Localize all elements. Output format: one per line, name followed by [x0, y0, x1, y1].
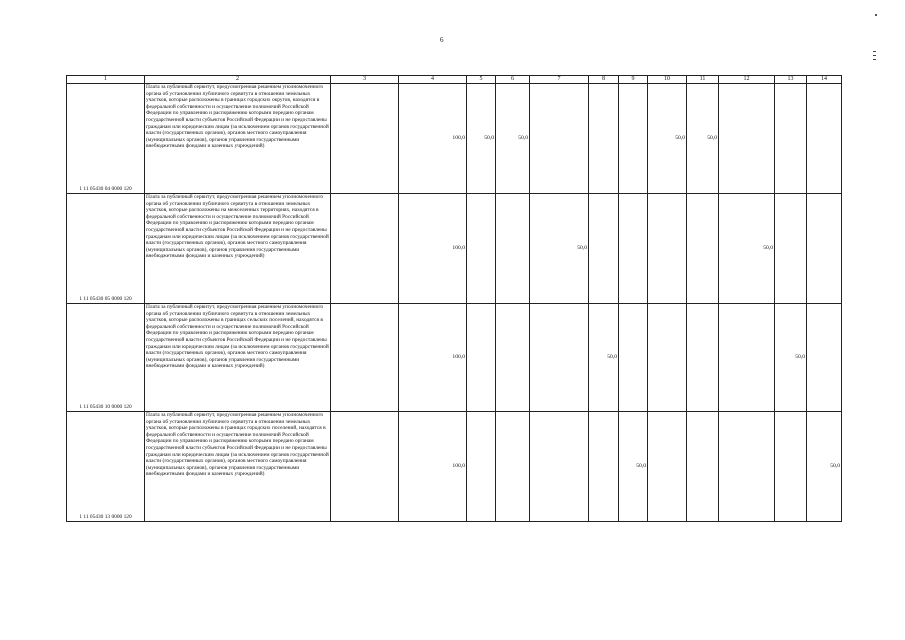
header-row [67, 76, 842, 84]
value-cell [496, 304, 530, 412]
value-cell [719, 84, 775, 194]
budget-classification-table [66, 75, 842, 522]
column-header: 13 [775, 76, 807, 84]
value-cell: 50,0 [530, 194, 589, 304]
value-cell [807, 194, 842, 304]
value-cell: 50,0 [807, 412, 842, 522]
value-cell [807, 304, 842, 412]
value-cell: 100,0 [399, 194, 467, 304]
value-cell [496, 412, 530, 522]
column-header: 11 [687, 76, 719, 84]
description-cell: Плата за публичный сервитут, предусмотренная решением уполномоченного органа об установлении публичного сервитута в отношении земельных участков, которые расположены в границах городских округов, находятся в федеральной собственности и осуществление полномочий Российской Федерации по управлению и распоряжению которыми передано органам государственной власти субъектов Российской Федерации и не предоставлены гражданам или юридическим лицам (за исключением органов государственной власти (государственных органов), органов местного самоуправления (муниципальных органов), органов управления государственными внебюджетными фондами и казенных учреждений) [145, 84, 331, 194]
value-cell [775, 194, 807, 304]
description-cell: Плата за публичный сервитут, предусмотренная решением уполномоченного органа об установлении публичного сервитута в отношении земельных участков, которые расположены в границах городских поселений, находятся в федеральной собственности и осуществление полномочий Российской Федерации по управлению и распоряжению которыми передано органам государственной власти субъектов Российской Федерации и не предоставлены гражданам или юридическим лицам (за исключением органов государственной власти (государственных органов), органов местного самоуправления (муниципальных органов), органов управления государственными внебюджетными фондами и казенных учреждений) [145, 412, 331, 522]
value-cell: 50,0 [719, 194, 775, 304]
table-row [67, 84, 842, 194]
table-row [67, 412, 842, 522]
value-cell [687, 194, 719, 304]
table-row [67, 304, 842, 412]
value-cell [619, 194, 648, 304]
value-cell: 100,0 [399, 304, 467, 412]
column-header: 14 [807, 76, 842, 84]
value-cell [467, 194, 496, 304]
value-cell [648, 194, 687, 304]
value-cell: 50,0 [496, 84, 530, 194]
value-cell [530, 84, 589, 194]
column-header: 9 [619, 76, 648, 84]
value-cell: 50,0 [775, 304, 807, 412]
value-cell [648, 412, 687, 522]
value-cell [467, 412, 496, 522]
column-header: 5 [467, 76, 496, 84]
value-cell [530, 412, 589, 522]
value-cell [467, 304, 496, 412]
value-cell [619, 84, 648, 194]
value-cell [775, 412, 807, 522]
value-cell: 50,0 [648, 84, 687, 194]
kbk-code-cell: 1 11 05430 04 0000 120 [67, 84, 145, 194]
value-cell [331, 304, 399, 412]
kbk-code-cell: 1 11 05430 10 0000 120 [67, 304, 145, 412]
margin-mark [873, 48, 877, 70]
column-header: 1 [67, 76, 145, 84]
value-cell [496, 194, 530, 304]
value-cell [589, 412, 619, 522]
scan-dot [875, 14, 877, 16]
value-cell: 100,0 [399, 84, 467, 194]
kbk-code-cell: 1 11 05430 13 0000 120 [67, 412, 145, 522]
column-header: 2 [145, 76, 331, 84]
value-cell: 100,0 [399, 412, 467, 522]
description-cell: Плата за публичный сервитут, предусмотренная решением уполномоченного органа об установлении публичного сервитута в отношении земельных участков, которые расположены в границах сельских поселений, находятся в федеральной собственности и осуществление полномочий Российской Федерации по управлению и распоряжению которыми передано органам государственной власти субъектов Российской Федерации и не предоставлены гражданам или юридическим лицам (за исключением органов государственной власти (государственных органов), органов местного самоуправления (муниципальных органов), органов управления государственными внебюджетными фондами и казенных учреждений) [145, 304, 331, 412]
value-cell: 50,0 [589, 304, 619, 412]
column-header: 3 [331, 76, 399, 84]
value-cell [530, 304, 589, 412]
table-row [67, 194, 842, 304]
value-cell [775, 84, 807, 194]
column-header: 8 [589, 76, 619, 84]
value-cell [619, 304, 648, 412]
value-cell: 50,0 [619, 412, 648, 522]
column-header: 12 [719, 76, 775, 84]
value-cell [589, 194, 619, 304]
value-cell [331, 84, 399, 194]
value-cell [719, 304, 775, 412]
value-cell [807, 84, 842, 194]
column-header: 4 [399, 76, 467, 84]
value-cell [648, 304, 687, 412]
value-cell: 50,0 [467, 84, 496, 194]
value-cell [331, 194, 399, 304]
column-header: 10 [648, 76, 687, 84]
value-cell: 50,0 [687, 84, 719, 194]
value-cell [589, 84, 619, 194]
value-cell [331, 412, 399, 522]
value-cell [719, 412, 775, 522]
column-header: 6 [496, 76, 530, 84]
column-header: 7 [530, 76, 589, 84]
page-number: 6 [440, 36, 444, 44]
value-cell [687, 304, 719, 412]
kbk-code-cell: 1 11 05430 05 0000 120 [67, 194, 145, 304]
value-cell [687, 412, 719, 522]
description-cell: Плата за публичный сервитут, предусмотренная решением уполномоченного органа об установлении публичного сервитута в отношении земельных участков, которые расположены на межселенных территориях, находятся в федеральной собственности и осуществление полномочий Российской Федерации по управлению и распоряжению которыми передано органам государственной власти субъектов Российской Федерации и не предоставлены гражданам или юридическим лицам (за исключением органов государственной власти (государственных органов), органов местного самоуправления (муниципальных органов), органов управления государственными внебюджетными фондами и казенных учреждений) [145, 194, 331, 304]
